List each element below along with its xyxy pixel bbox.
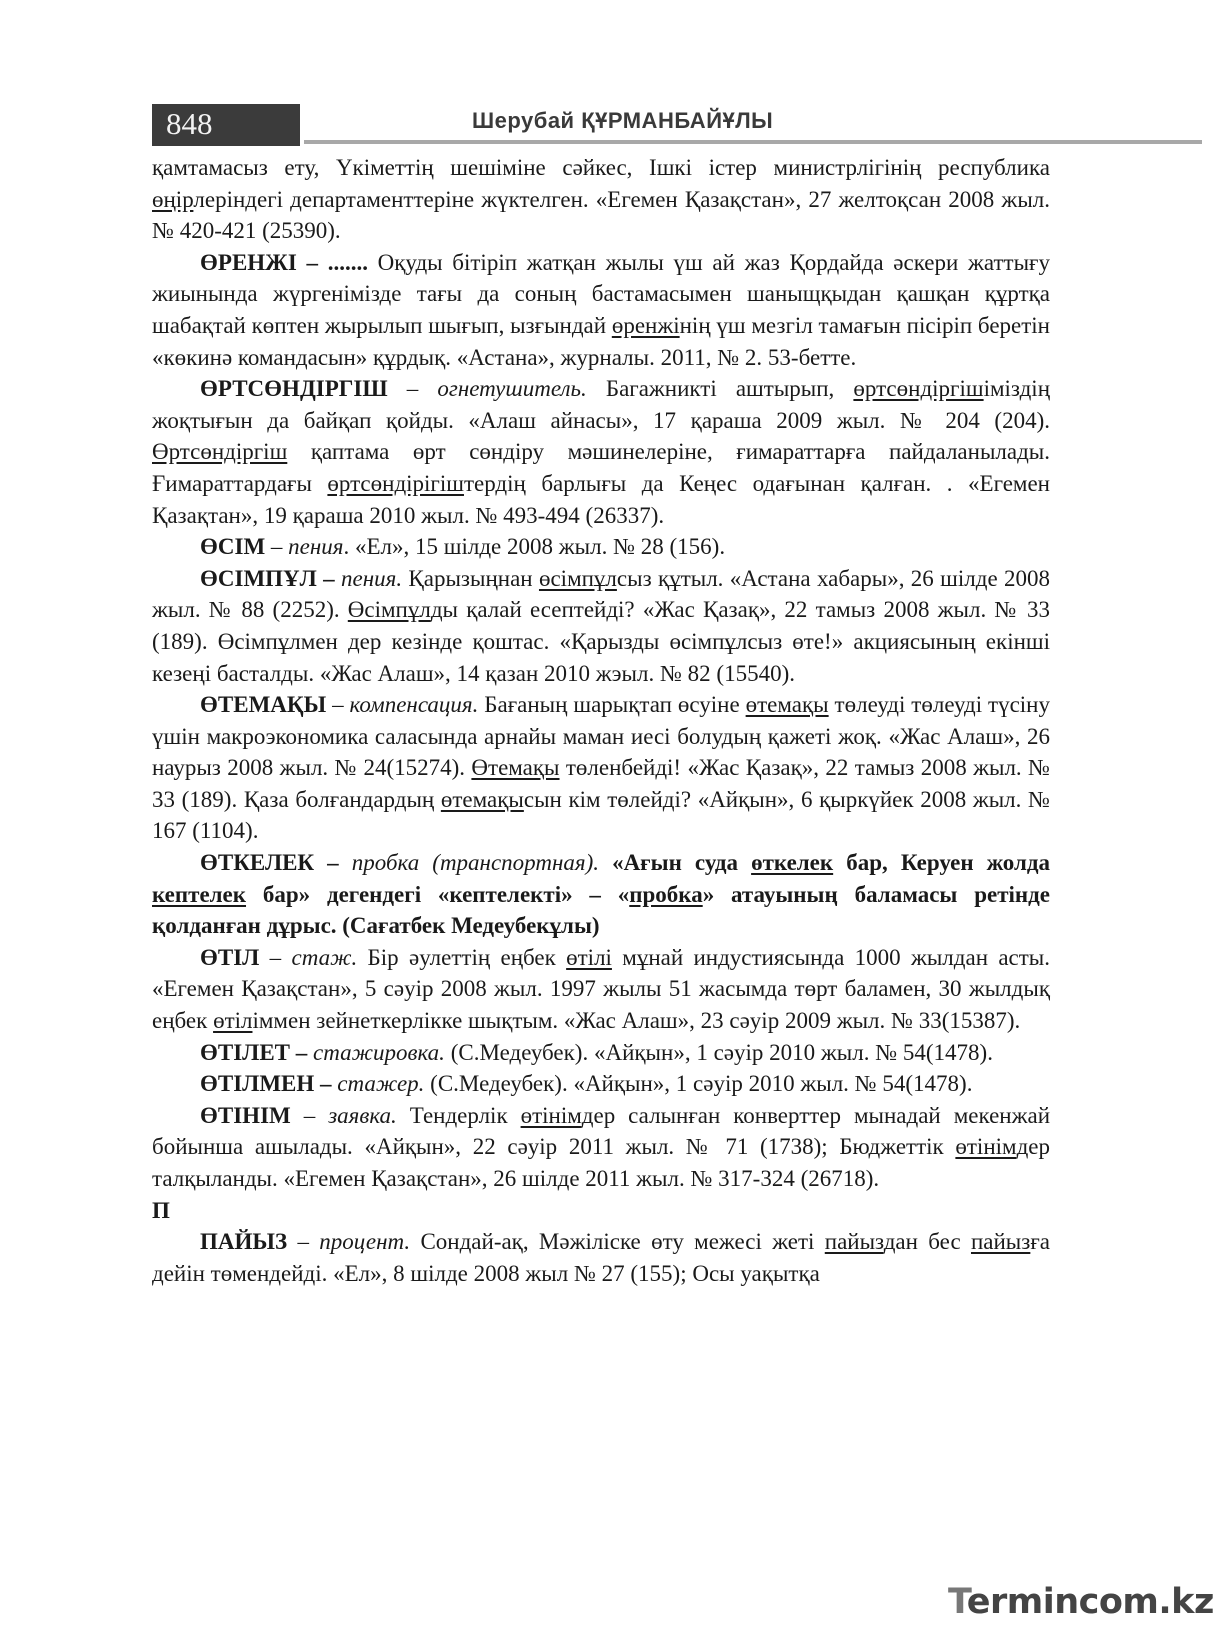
entry-translation: пения. [341,565,403,591]
header-rule [304,140,1202,144]
entry-text: қаптама өрт сөндіру мәшинелеріне, ғимараттарға пайдаланылады. Ғимараттардағы [152,439,1050,496]
underlined-term: өңір [152,186,194,212]
entry-text: – [287,1229,320,1255]
entry-headword: ӨРТСӨНДІРГІШ [200,376,388,402]
entry-text: іміздің жоқтығын да байқап қойды. «Алаш айнасы», 17 қараша 2009 жыл. № 204 (204). [152,376,1050,433]
entry-text: Тендерлік [396,1102,521,1128]
entry-text: төлеуді төлеуді түсіну үшін макроэкономика саласында арнайы маман иесі болудың қажеті жоқ. «Жас Алаш», 26 наурыз 2008 жыл. № 24(15274). [152,692,1050,781]
underlined-term: өтінім [520,1102,582,1128]
underlined-term: пробка [629,881,703,907]
underlined-term: өткелек [751,850,834,876]
dictionary-entry [152,563,1050,689]
entry-text: бар, Керуен жолда [833,850,1051,876]
entry-translation: стажировка. [313,1039,445,1065]
entry-translation: компенсация. [349,692,479,718]
entry-translation: стаж. [291,944,358,970]
dictionary-entry [152,689,1050,847]
underlined-term: өтемақы [745,692,829,718]
underlined-term: өтіл [213,1008,253,1034]
entry-text: . «Ел», 15 шілде 2008 жыл. № 28 (156). [343,534,726,560]
entry-text: Оқуды бітіріп жатқан жылы үш ай жаз Қордайда әскери жаттығу жиынында жүргенімізде тағы да соның бастамасымен шаныщқыдан қашқан құртқа шабақтай көптен жырылып шығып, ызғындай [152,249,1050,338]
entry-text: Сондай-ақ, Мәжіліске өту межесі жеті [410,1229,825,1255]
entry-translation: заявка. [328,1102,397,1128]
entry-text: дер талқыланды. «Егемен Қазақстан», 26 шілде 2011 жыл. № 317-324 (26718). [152,1134,1050,1191]
entry-text: дер салынған конверттер мынадай мекенжай бойынша ашылады. «Айқын», 22 сәуір 2011 жыл. № 71 (1738); Бюджеттік [152,1102,1051,1160]
entry-text: Бағаның шарықтап өсуіне [478,692,746,718]
entry-text: бар» дегендегі «кептелекті» – « [246,881,630,907]
entry-headword: ӨТІНІМ [200,1102,291,1128]
underlined-term: өтінім [955,1134,1017,1160]
underlined-term: өртсөндірігіш [327,470,464,496]
underlined-term: пайыз [824,1229,884,1255]
entry-text: (С.Медеубек). «Айқын», 1 сәуір 2010 жыл. № 54(1478). [424,1071,973,1097]
entry-headword: ӨТІЛ [200,944,260,970]
entry-text: (С.Медеубек). «Айқын», 1 сәуір 2010 жыл. № 54(1478). [444,1039,993,1065]
entry-text: ды қалай есептейді? «Жас Қазақ», 22 тамыз 2008 жыл. № 33 (189). Өсімпұлмен дер кезінде қоштас. «Қарызды өсімпұлсыз өте!» акциясының екінші кезеңі басталды. «Жас Алаш», 14 қазан 2010 жэыл. № 82 (15540). [152,597,1050,686]
entry-text: леріндегі департаменттеріне жүктелген. «Егемен Қазақстан», 27 желтоқсан 2008 жыл. № 420-421 (25390). [152,186,1050,244]
entry-text: » атауының баламасы ретінде қолданған дұрыс. (Сағатбек Медеубекұлы) [152,881,1050,939]
page-header [152,104,1052,146]
entry-translation: огнетушитель. [437,376,587,402]
entry-text: қамтамасыз ету, Үкіметтің шешіміне сәйкес, Ішкі істер министрлігінің республика [152,155,1050,180]
dictionary-entry [152,1037,1050,1069]
entry-text: мұнай индустиясында 1000 жылдан асты. «Егемен Қазақстан», 5 сәуір 2008 жыл. 1997 жылы 51 жасымда төрт баламен, 30 жылдық еңбек [152,944,1050,1034]
entry-text: – [326,692,350,718]
dictionary-entry [152,1226,1050,1289]
entry-text: «Ағын суда [599,850,752,876]
page-number-box [152,104,300,146]
entry-text: – [259,944,292,970]
entry-headword: ӨСІМ [200,534,266,560]
entry-headword: ӨТЕМАҚЫ [200,692,327,718]
page-number: 848 [166,106,213,141]
entry-text: Бір әулеттің еңбек [357,944,567,970]
dictionary-entry [152,942,1050,1037]
entry-text: дан бес [883,1229,971,1255]
entry-text [339,850,352,875]
dictionary-entry [152,1100,1050,1195]
entry-text: іммен зейнеткерлікке шықтым. «Жас Алаш», 23 сәуір 2009 жыл. № 33(15387). [252,1008,1021,1034]
entry-translation: процент. [319,1229,411,1255]
continued-paragraph [152,152,1050,247]
dictionary-entry [152,531,1050,563]
entry-headword: ӨТІЛЕТ – [200,1039,308,1065]
running-head: Шерубай ҚҰРМАНБАЙҰЛЫ [472,108,774,133]
underlined-term: өсімпұл [538,565,617,591]
dictionary-entry [152,847,1050,942]
underlined-term: Өтемақы [471,755,560,781]
entry-text: нің үш мезгіл тамағын пісіріп беретін «көкинә командасын» құрдық. «Астана», журналы. 2011, № 2. 53-бетте. [152,312,1050,370]
entry-translation: пробка (транспортная). [351,850,599,876]
underlined-term: өренжі [611,312,680,338]
entry-text: – [387,376,438,402]
underlined-term: пайыз [970,1229,1031,1255]
underlined-term: өтемақы [440,786,524,812]
dictionary-entry [152,373,1050,531]
entry-text: тердің барлығы да Кеңес одағынан қалған. . «Егемен Қазақтан», 19 қараша 2010 жыл. № 493-494 (26337). [152,470,1050,528]
dictionary-entry [152,1068,1050,1100]
underlined-term: Өсімпұл [347,597,431,623]
entry-headword: ӨТКЕЛЕК – [200,850,339,876]
entry-headword: ӨТІЛМЕН – [200,1071,332,1097]
entry-headword: ПАЙЫЗ [200,1229,288,1255]
entry-text: төленбейді! «Жас Қазақ», 22 тамыз 2008 жыл. № 33 (189). Қаза болғандардың [152,755,1050,812]
underlined-term: Өртсөндіргіш [152,439,288,465]
entry-text: ға дейін төмендейді. «Ел», 8 шілде 2008 жыл № 27 (155); Осы уақытқа [152,1229,1051,1286]
entry-text: Багажникті аштырып, [586,376,854,402]
entry-headword: ӨРЕНЖІ – ....... [200,249,368,275]
entry-text: Қарызыңнан [402,565,539,591]
entry-headword: ӨСІМПҰЛ – [200,565,335,591]
entry-text: – [265,534,289,560]
entry-text: – [290,1102,329,1128]
entry-text: сыз құтыл. «Астана хабары», 26 шілде 2008 жыл. № 88 (2252). [152,565,1051,623]
entry-translation: стажер. [337,1071,425,1097]
dictionary-body [152,152,1050,1289]
entry-translation: пения [288,534,344,560]
underlined-term: өртсөндіргіш [853,376,984,402]
section-letter: П [152,1197,170,1223]
entry-text: сын кім төлейді? «Айқын», 6 қыркүйек 2008 жыл. № 167 (1104). [152,786,1050,844]
underlined-term: өтілі [566,944,612,970]
dictionary-entry [152,247,1050,373]
site-watermark: Termincom.kz [948,1582,1214,1622]
underlined-term: кептелек [152,881,247,907]
